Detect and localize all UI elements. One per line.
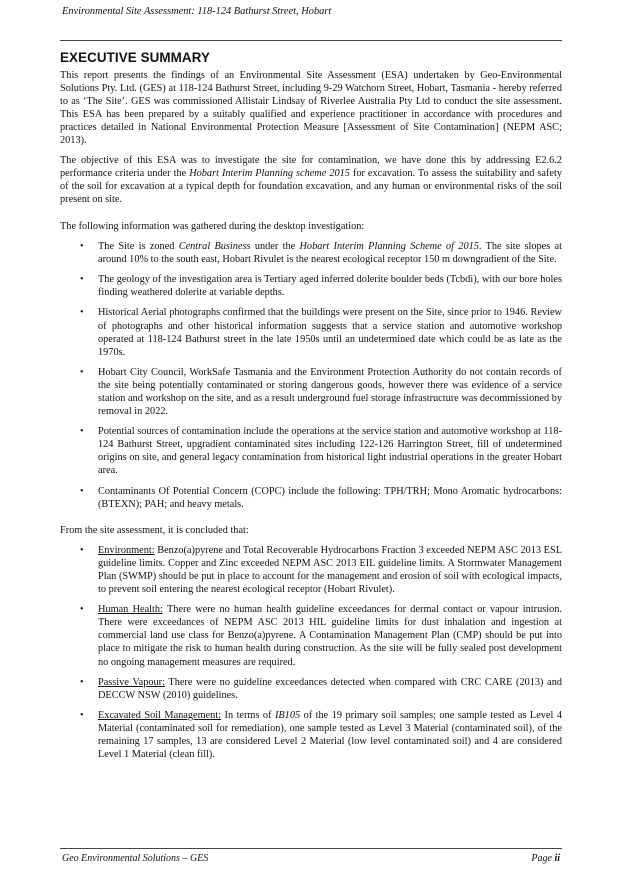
list-item: • Contaminants Of Potential Concern (COPC) include the following: TPH/TRH; Mono Aromatic hydrocarbons: (BTEXN); PAH; and heavy metals.	[80, 485, 562, 510]
bullet-icon: •	[80, 604, 84, 616]
list-item: • Excavated Soil Management: In terms of IB105 of the 19 primary soil samples; one sample tested as Level 4 Material (contaminated soil for remediation), one sample tested as Level 3 Material (contaminated soil), of the remaining 17 samples, 13 are considered Level 2 Material (low level contaminated soil) and 4 are considered Level 1 Material (clean fill).	[80, 709, 562, 761]
list-item: • The geology of the investigation area is Tertiary aged inferred dolerite boulder beds (Tcbdi), with our bore holes finding weathered dolerite at variable depths.	[80, 274, 562, 299]
bullet-icon: •	[80, 426, 84, 438]
intro-paragraph: This report presents the findings of an Environmental Site Assessment (ESA) undertaken by Geo-Environmental Solutions Pty. Ltd. (GES) at 118-124 Bathurst Street, including 9-29 Watchorn Street, Hobart, Tasmania - hereby referred to as ‘The Site’. GES was commissioned Allistair Lindsay of Riverlee Australia Pty Ltd to conduct the site assessment. This ESA has been prepared by a suitably qualified and experience practitioner in accordance with procedures and practices detailed in National Environmental Protection Measure [Assessment of Site Contamination] (NEPM ASC; 2013).	[60, 70, 562, 147]
section-title: EXECUTIVE SUMMARY	[60, 50, 211, 65]
bullet-icon: •	[80, 709, 84, 721]
page-number: Page ii	[531, 853, 560, 864]
environment-label: Environment:	[98, 544, 155, 556]
list-item: • Human Health: There were no human health guideline exceedances for dermal contact or vapour intrusion. There were exceedances of NEPM ASC 2013 HIL guideline limits for dust inhalation and ingestion at commercial land use class for Benzo(a)pyrene. A Contamination Management Plan (CMP) should be put into place to mitigate the risk to human health during construction. As the site will be fully sealed post development no ongoing management measures are required.	[80, 604, 562, 668]
desktop-lead: The following information was gathered during the desktop investigation:	[60, 220, 365, 232]
bullet-icon: •	[80, 485, 84, 497]
passive-vapour-label: Passive Vapour:	[98, 676, 165, 688]
objective-paragraph: The objective of this ESA was to investigate the site for contamination, we have done this by addressing E2.6.2 performance criteria under the Hobart Interim Planning scheme 2015 for excavation. To assess the suitability and safety of the soil for excavation at a typical depth for foundation excavation, and any human or environmental risks of the soil present on site.	[60, 154, 563, 205]
list-item: • Passive Vapour: There were no guideline exceedances detected when compared with CRC CARE (2013) and DECCW NSW (2010) guidelines.	[80, 676, 562, 701]
planning-scheme-ref: Hobart Interim Planning scheme 2015	[189, 167, 350, 179]
bullet-icon: •	[80, 676, 84, 688]
header-divider	[60, 40, 562, 41]
list-item: • Hobart City Council, WorkSafe Tasmania and the Environment Protection Authority do not contain records of the site being potentially contaminated or storing dangerous goods, however there was evidence of a service station and workshop on the site, and as a result underground fuel storage infrastructure was decommissioned by removal in 2022.	[80, 366, 562, 418]
page-content	[60, 50, 562, 768]
list-item: • Historical Aerial photographs confirmed that the buildings were present on the Site, since prior to 1946. Review of photographs and other historical information suggests that a service station and automotive workshop operated at 118-124 Bathurst street in the late 1950s until an undetermined date which could be as late as the 1970s.	[80, 307, 562, 358]
list-item: • The Site is zoned Central Business under the Hobart Interim Planning Scheme of 2015. The site slopes at around 10% to the south east, Hobart Rivulet is the nearest ecological receptor 150 m downgradient of the Site.	[80, 241, 562, 266]
list-item: • Potential sources of contamination include the operations at the service station and automotive workshop at 118-124 Bathurst Street, upgradient contaminated sites including 122-126 Harrington Street, fill of undetermined origins on site, and general legacy contamination from historical light industrial operations in the greater Hobart area.	[80, 426, 562, 477]
bullet-icon: •	[80, 544, 84, 556]
bullet-icon: •	[80, 366, 84, 378]
human-health-label: Human Health:	[98, 604, 163, 616]
soil-management-label: Excavated Soil Management:	[98, 709, 222, 721]
footer-divider	[60, 848, 562, 849]
list-item: • Environment: Benzo(a)pyrene and Total Recoverable Hydrocarbons Fraction 3 exceeded NEPM ASC 2013 ESL guideline limits. Copper and Zinc exceeded NEPM ASC 2013 EIL guideline limits. A Stormwater Management Plan (SWMP) should be put in place to account for the management and erosion of soil with ecological impacts, to prevent soil entering the nearest ecological receptor (Hobart Rivulet).	[80, 544, 562, 596]
bullet-icon: •	[80, 307, 84, 319]
desktop-findings-list	[60, 240, 562, 511]
page-header: Environmental Site Assessment: 118-124 Bathurst Street, Hobart	[62, 6, 332, 17]
conclusion-list	[60, 544, 562, 761]
bullet-icon: •	[80, 274, 84, 286]
bullet-icon: •	[80, 241, 84, 253]
footer-company: Geo Environmental Solutions – GES	[62, 853, 209, 864]
conclusion-lead: From the site assessment, it is concluded that:	[60, 524, 249, 536]
